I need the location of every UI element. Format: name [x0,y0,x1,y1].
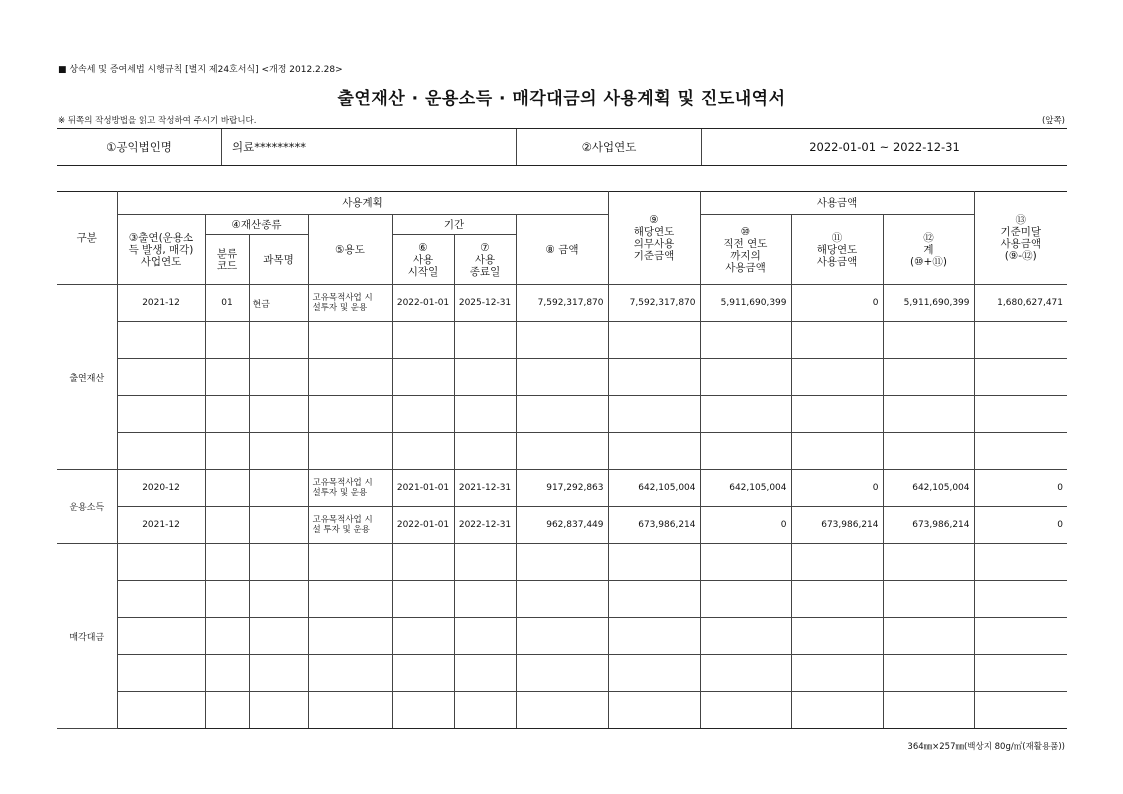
usage-plan-table [57,191,1067,729]
cell-class-code [205,507,249,544]
header-property-type: ④재산종류 [205,215,308,235]
cell-prev-used: 5,911,690,399 [700,285,791,322]
header-total-used: ⑫ 계 (⑩+⑪) [883,215,974,285]
cell-total-used: 673,986,214 [883,507,974,544]
cell-base-amount: 7,592,317,870 [608,285,700,322]
table-row [57,285,1067,322]
cell-end-date: 2025-12-31 [454,285,516,322]
cell-total-used: 642,105,004 [883,470,974,507]
cell-shortfall: 0 [974,507,1067,544]
corporation-info-table [57,128,1067,166]
cell-end-date: 2021-12-31 [454,470,516,507]
table-row [57,359,1067,396]
cell-amount: 917,292,863 [516,470,608,507]
header-base-amount: ⑨ 해당연도 의무사용 기준금액 [608,192,700,285]
header-usage-plan: 사용계획 [117,192,608,215]
cell-start-date: 2022-01-01 [392,285,454,322]
table-row [57,507,1067,544]
table-row [57,581,1067,618]
header-prev-used: ⑩ 직전 연도 까지의 사용금액 [700,215,791,285]
section-sale: 매각대금 [57,544,117,729]
header-used-amount: 사용금액 [700,192,974,215]
table-row [57,396,1067,433]
cell-subject-name [249,507,308,544]
section-income: 운용소득 [57,470,117,544]
cell-amount: 962,837,449 [516,507,608,544]
cell-shortfall: 1,680,627,471 [974,285,1067,322]
table-row [57,433,1067,470]
table-row [57,692,1067,729]
header-amount: ⑧ 금액 [516,215,608,285]
cell-base-amount: 642,105,004 [608,470,700,507]
cell-start-date: 2022-01-01 [392,507,454,544]
cell-prev-used: 642,105,004 [700,470,791,507]
cell-current-used: 673,986,214 [791,507,883,544]
cell-current-used: 0 [791,285,883,322]
cell-subject-name: 현금 [249,285,308,322]
business-year-value: 2022-01-01 ~ 2022-12-31 [702,129,1068,166]
paper-spec-footer: 364㎜×257㎜(백상지 80g/㎡(재활용품)) [907,742,1065,752]
cell-amount: 7,592,317,870 [516,285,608,322]
cell-start-date: 2021-01-01 [392,470,454,507]
instruction-note: ※ 뒤쪽의 작성방법을 읽고 작성하여 주시기 바랍니다. [58,116,257,126]
cell-end-date: 2022-12-31 [454,507,516,544]
table-row [57,470,1067,507]
header-subject-name: 과목명 [249,235,308,285]
cell-purpose: 고유목적사업 시 설투자 및 운용 [308,285,392,322]
table-row [57,655,1067,692]
table-row [57,322,1067,359]
table-row [57,544,1067,581]
cell-base-amount: 673,986,214 [608,507,700,544]
header-end-date: ⑦ 사용 종료일 [454,235,516,285]
cell-shortfall: 0 [974,470,1067,507]
cell-year: 2021-12 [117,285,205,322]
page-side-label: (앞쪽) [1041,116,1065,126]
cell-year: 2020-12 [117,470,205,507]
header-class-code: 분류 코드 [205,235,249,285]
cell-year: 2021-12 [117,507,205,544]
header-business-year: ③출연(운용소 득 발생, 매각) 사업연도 [117,215,205,285]
section-contribution: 출연재산 [57,285,117,470]
cell-purpose: 고유목적사업 시 설 투자 및 운용 [308,507,392,544]
table-row [57,618,1067,655]
document-title: 출연재산 · 운용소득 · 매각대금의 사용계획 및 진도내역서 [337,89,786,109]
corp-name-label: ①공익법인명 [57,129,222,166]
cell-prev-used: 0 [700,507,791,544]
header-purpose: ⑤용도 [308,215,392,285]
header-start-date: ⑥ 사용 시작일 [392,235,454,285]
header-current-used: ⑪ 해당연도 사용금액 [791,215,883,285]
cell-class-code [205,470,249,507]
cell-total-used: 5,911,690,399 [883,285,974,322]
form-reference: ■ 상속세 및 증여세법 시행규칙 [별지 제24호서식] <개정 2012.2.28> [58,65,343,75]
cell-purpose: 고유목적사업 시 설투자 및 운용 [308,470,392,507]
header-shortfall: ⑬ 기준미달 사용금액 (⑨-⑫) [974,192,1067,285]
business-year-label: ②사업연도 [517,129,702,166]
header-period: 기간 [392,215,516,235]
header-category: 구분 [57,192,117,285]
cell-class-code: 01 [205,285,249,322]
cell-current-used: 0 [791,470,883,507]
corp-name-value: 의료********* [222,129,517,166]
cell-subject-name [249,470,308,507]
